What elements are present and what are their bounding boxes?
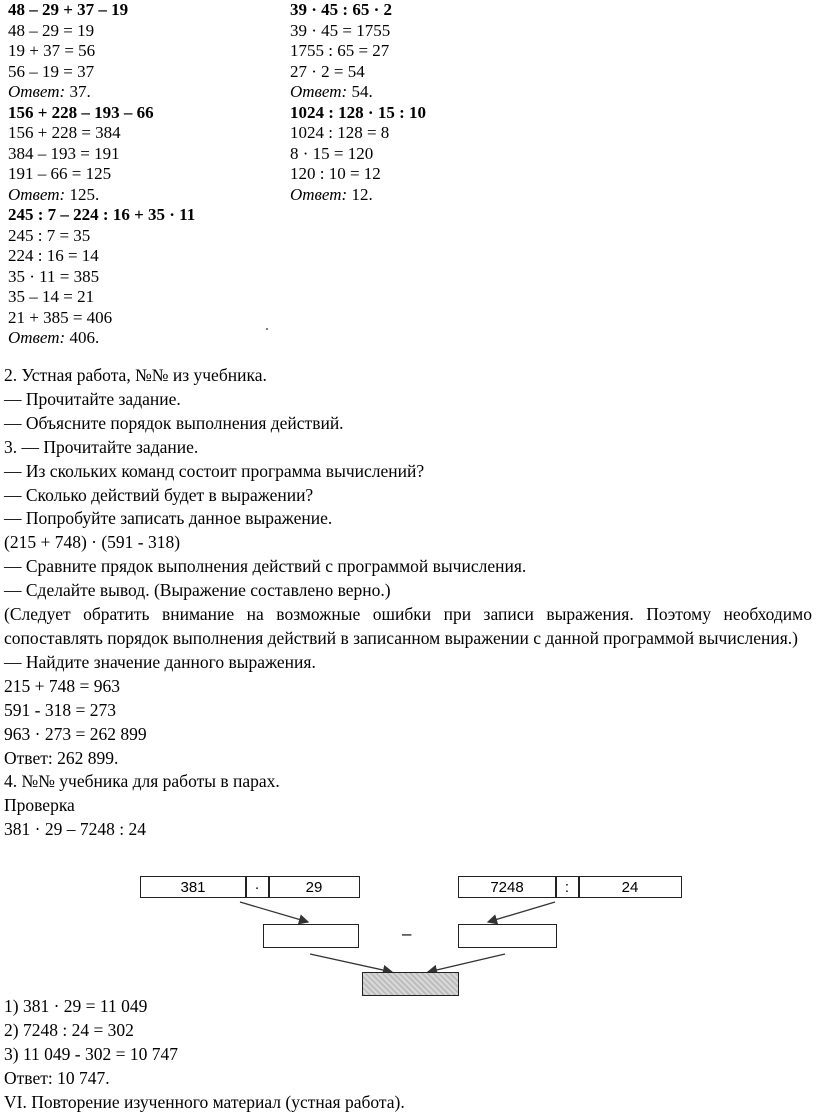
scan-answer-line xyxy=(8,185,195,206)
left-result-box xyxy=(263,924,359,948)
expression-line: 381 · 29 – 7248 : 24 xyxy=(4,819,146,840)
scan-answer-label: Ответ: xyxy=(8,328,66,347)
text-line: — Из скольких команд состоит программа вычислений? xyxy=(4,460,425,481)
text-line: — Найдите значение данного выражения. xyxy=(4,651,316,672)
calc-line: 963 · 273 = 262 899 xyxy=(4,723,147,744)
scan-step-line: 120 : 10 = 12 xyxy=(290,164,381,183)
scan-step-line: 8 · 15 = 120 xyxy=(290,143,374,163)
scan-answer-label: Ответ: xyxy=(8,184,66,204)
text-line: 2. Устная работа, №№ из учебника. xyxy=(4,365,267,385)
scan-step-line: 224 : 16 = 14 xyxy=(8,246,99,265)
calc-line: 3) 11 049 - 302 = 10 747 xyxy=(4,1043,179,1064)
answer-line: Ответ: 262 899. xyxy=(4,747,119,768)
solution-text xyxy=(4,995,816,1115)
scan-speck xyxy=(266,328,268,330)
scan-step-line: 245 : 7 = 35 xyxy=(8,225,91,245)
text-line: — Попробуйте записать данное выражение. xyxy=(4,508,333,529)
left-operation-box xyxy=(140,876,360,898)
operand-29: 29 xyxy=(305,878,323,896)
operand-381: 381 xyxy=(180,878,206,896)
scan-expression-header: 1024 : 128 · 15 : 10 xyxy=(290,102,426,122)
operator-minus: – xyxy=(402,924,412,943)
operator-multiply: · xyxy=(254,878,260,896)
scan-answer-line xyxy=(8,82,195,103)
teacher-note-paragraph: (Следует обратить внимание на возможные ошибки при записи выражения. Поэтому необходимо сопоставлять порядок выполнения действий в записанном выражении с данной программой вычисления.) xyxy=(4,604,812,648)
computation-diagram xyxy=(0,868,816,1000)
scan-step-line: 19 + 37 = 56 xyxy=(8,41,96,60)
operator-divide: : xyxy=(564,878,570,896)
text-line: — Объясните порядок выполнения действий. xyxy=(4,412,344,433)
scan-answer-value: 406. xyxy=(69,328,100,347)
text-line: — Сколько действий будет в выражении? xyxy=(4,484,314,505)
scan-answer-label: Ответ: xyxy=(290,82,348,101)
text-line: Проверка xyxy=(4,795,75,816)
right-operation-box xyxy=(458,876,682,898)
scan-expression-header: 48 – 29 + 37 – 19 xyxy=(8,0,129,19)
arrow-right-top xyxy=(488,902,555,922)
scan-step-line: 35 · 11 = 385 xyxy=(8,266,100,286)
scan-answer-value: 37. xyxy=(69,82,91,101)
section-heading: VI. Повторение изученного материал (устная работа). xyxy=(4,1091,405,1112)
scan-answer-value: 54. xyxy=(351,82,373,101)
final-result-box xyxy=(362,972,459,996)
calc-line: 1) 381 · 29 = 11 049 xyxy=(4,996,148,1016)
scan-step-line: 35 – 14 = 21 xyxy=(8,287,95,306)
scan-expression-header: 156 + 228 – 193 – 66 xyxy=(8,102,154,122)
text-line: 4. №№ учебника для работы в парах. xyxy=(4,771,280,792)
scan-step-line: 1024 : 128 = 8 xyxy=(290,123,390,142)
right-result-box xyxy=(458,924,557,948)
text-line: — Сравните прядок выполнения действий с программой вычисления. xyxy=(4,556,527,577)
arrow-left-top xyxy=(240,902,308,922)
scan-answer-value: 125. xyxy=(69,184,100,204)
text-line: — Прочитайте задание. xyxy=(4,388,181,409)
scan-step-line: 48 – 29 = 19 xyxy=(8,20,95,40)
scan-answer-label: Ответ: xyxy=(8,82,66,101)
scan-answer-line xyxy=(290,185,426,206)
text-line: — Сделайте вывод. (Выражение составлено верно.) xyxy=(4,580,391,601)
scan-left-column xyxy=(8,0,195,349)
textbook-scan xyxy=(8,0,478,362)
calc-line: 591 - 318 = 273 xyxy=(4,699,116,720)
scan-step-line: 191 – 66 = 125 xyxy=(8,164,112,183)
scan-answer-line xyxy=(290,82,426,103)
arrow-left-bottom xyxy=(310,954,392,972)
arrow-right-bottom xyxy=(428,954,505,972)
scan-expression-header: 39 · 45 : 65 · 2 xyxy=(290,0,392,19)
scan-answer-label: Ответ: xyxy=(290,184,348,204)
scan-right-column xyxy=(290,0,426,205)
lesson-text xyxy=(4,364,816,842)
calc-line: 2) 7248 : 24 = 302 xyxy=(4,1019,134,1040)
answer-line: Ответ: 10 747. xyxy=(4,1067,110,1088)
scan-answer-value: 12. xyxy=(351,184,373,204)
scan-step-line: 27 · 2 = 54 xyxy=(290,61,365,81)
operand-24: 24 xyxy=(621,878,639,896)
scan-answer-line xyxy=(8,328,195,349)
scan-step-line: 56 – 19 = 37 xyxy=(8,61,95,81)
scan-step-line: 1755 : 65 = 27 xyxy=(290,41,390,60)
scan-step-line: 21 + 385 = 406 xyxy=(8,307,113,327)
expression-line: (215 + 748) · (591 - 318) xyxy=(4,532,181,553)
operand-7248: 7248 xyxy=(490,878,524,896)
calc-line: 215 + 748 = 963 xyxy=(4,675,120,696)
text-line: 3. — Прочитайте задание. xyxy=(4,436,199,457)
scan-step-line: 156 + 228 = 384 xyxy=(8,123,121,142)
scan-expression-header: 245 : 7 – 224 : 16 + 35 · 11 xyxy=(8,205,196,224)
scan-step-line: 384 – 193 = 191 xyxy=(8,143,120,163)
scan-step-line: 39 · 45 = 1755 xyxy=(290,20,391,40)
